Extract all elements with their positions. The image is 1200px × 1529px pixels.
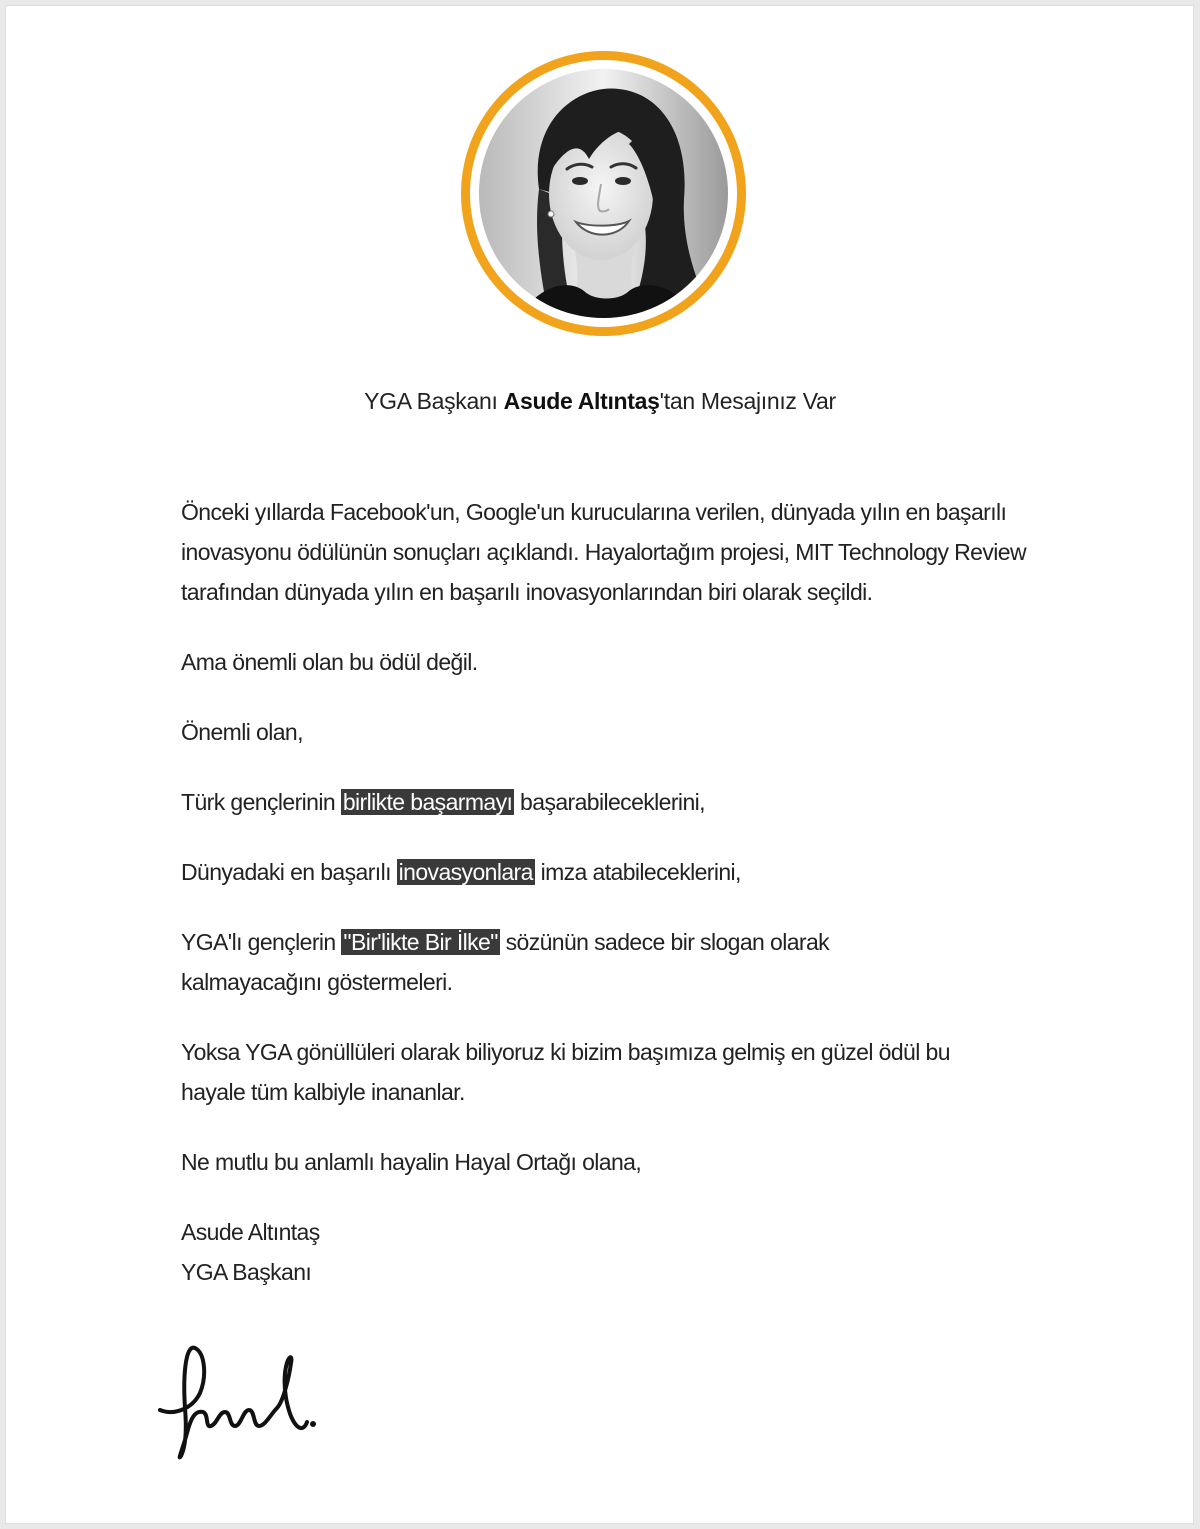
paragraph-4	[181, 782, 1051, 822]
highlight-birlikte: birlikte başarmayı	[342, 789, 513, 815]
avatar	[461, 51, 746, 336]
highlight-slogan: "Bir'likte Bir İlke"	[343, 929, 498, 955]
title-suffix: 'tan Mesajınız Var	[659, 388, 836, 414]
signoff	[181, 1212, 1051, 1292]
avatar-ring-inner	[470, 60, 737, 327]
p5-text-after: imza atabileceklerini,	[534, 859, 741, 885]
signoff-title: YGA Başkanı	[181, 1259, 312, 1285]
paragraph-5	[181, 852, 1051, 892]
page-title	[0, 388, 1200, 415]
paragraph-2: Ama önemli olan bu ödül değil.	[181, 649, 478, 675]
letter-body	[181, 492, 1051, 1292]
signature-image	[155, 1338, 325, 1463]
title-name: Asude Altıntaş	[503, 388, 660, 414]
portrait-illustration	[479, 69, 728, 318]
paragraph-6	[181, 922, 861, 1002]
p5-text-before: Dünyadaki en başarılı	[181, 859, 397, 885]
paragraph-3: Önemli olan,	[181, 719, 303, 745]
profile-photo	[479, 69, 728, 318]
p4-text-after: başarabileceklerini,	[514, 789, 705, 815]
highlight-inovasyonlara: inovasyonlara	[398, 859, 533, 885]
signoff-name: Asude Altıntaş	[181, 1219, 320, 1245]
paragraph-1: Önceki yıllarda Facebook'un, Google'un kurucularına verilen, dünyada yılın en başarılı inovasyonu ödülünün sonuçları açıklandı. Hayalortağım projesi, MIT Technology Review tarafından dünyada yılın en başarılı inovasyonlarından biri olarak seçildi.	[181, 499, 1026, 605]
paragraph-8: Ne mutlu bu anlamlı hayalin Hayal Ortağı olana,	[181, 1149, 642, 1175]
p6-text-before: YGA'lı gençlerin	[181, 929, 342, 955]
title-prefix: YGA Başkanı	[364, 388, 504, 414]
p6-text-after: sözünün sadece bir slogan olarak kalmayacağını göstermeleri.	[181, 929, 830, 995]
p4-text-before: Türk gençlerinin	[181, 789, 341, 815]
paragraph-7: Yoksa YGA gönüllüleri olarak biliyoruz ki bizim başımıza gelmiş en güzel ödül bu hayale tüm kalbiyle inananlar.	[181, 1039, 950, 1105]
